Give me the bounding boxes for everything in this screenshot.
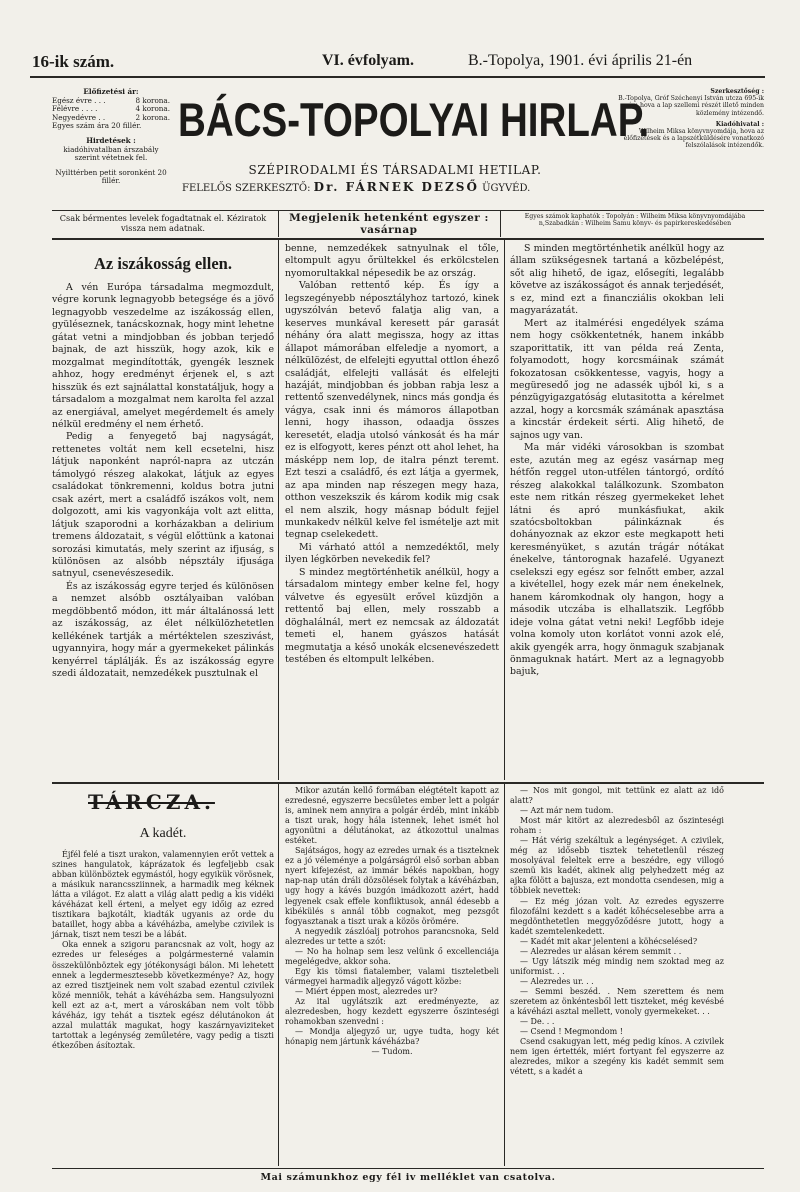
header-rule	[30, 76, 765, 78]
paragraph: Most már kitört az alezredesből az őszinteségi roham :	[510, 816, 724, 836]
publisher-text: Wilheim Miksa könyvnyomdája, hova az előfizetések és a lapszétküldésére vonatkozó felszólalások intézendők.	[623, 128, 764, 150]
paragraph: — De. . .	[520, 1017, 555, 1027]
notice-letters: Csak bérmentes levelek fogadtatnak el. Kéziratok vissza nem adatnak.	[59, 213, 267, 233]
feuilleton-title: A kadét.	[139, 826, 187, 841]
price-row: Negyedévre . . 2 korona.	[52, 112, 170, 122]
paragraph: Mikor azután kellő formában elégtételt kapott az ezredesné, egyszerre becsületes ember lett a polgár is, aminek nem annyira a polgár érdéb, mint inkább a tiszt urak, hogy hála istennek, lehet ismét hol agyonütni a délutánokat, az átkozottul unalmas estéket.	[285, 786, 499, 846]
notice-frequency: Megjelenik hetenként egyszer : vasárnap	[289, 212, 489, 236]
column-divider	[504, 784, 505, 1166]
editor-suffix: ÜGYVÉD.	[482, 183, 531, 194]
feuilleton-column-3	[510, 786, 724, 1077]
price-row: Egész évre . . . 8 korona.	[52, 95, 170, 105]
editorial-text: B.-Topolya, Gróf Széchenyi István utcza 695-ik szám hova a lap szellemi részét illető minden közlemény intézendő.	[618, 95, 764, 117]
paragraph: Mert az italmérési engedélyek száma nem hogy csökkentetnék, hanem inkább szaporittatik, itt van példa reá Zenta, folyamodott, hogy korcsmáinak számát fokozatosan csökkentesse, vagyis, hogy a megüresedő jog ne adassék ujból ki, s a pénzügyigazgatóság elutasitotta a kérelmet azzal, hogy a korcsmák számának apasztása a kincstár érdekeit sérti. Alig hihető, de sajnos ugy van.	[510, 317, 724, 441]
column-divider	[278, 784, 279, 1166]
paragraph: Mi várható attól a nemzedéktől, mely ilyen légkörben nevekedik fel?	[285, 541, 499, 566]
paragraph: — Kadét mit akar jelenteni a köhécselésed?	[520, 936, 698, 946]
notice-bottom-rule	[52, 238, 764, 240]
ads-text: kiadóhivatalban árszabály szerint vétetnek fel.	[63, 144, 159, 163]
paragraph: — Miért éppen most, alezredes ur?	[295, 986, 438, 996]
feuilleton-section-title: TÁRCZA.	[88, 790, 215, 814]
editor-line	[182, 180, 612, 194]
paragraph: Valóban rettentő kép. És így a legszegényebb néposztályhoz tartozó, kinek ugyszólván betevő falatja alig van, a keserves munkával keresett pár garasát néhány óra alatt megissza, hogy az ittas állapot mámorában elfeledje a nyomort, a nélkülözést, de elfelejti egyuttal ottlon éhező családját, elfelejti vallását és elfelejti hazáját, mindjobban és jobban rabja lesz a rettentő szenvedélynek, nincs más gondja és vágya, csak inni és mámoros állapotban lenni, hogy ihasson, odaadja összes keresetét, eladja utolsó vánkosát és ha már ez is elfogyott, keres pénzt ott ahol lehet, ha másképp nem lop, de italra pénzt teremt. Ezt teszi a családfő, és ezt látja a gyermek, az apa minden nap részegen megy haza, otthon veszekszik és károm kodik mig csak el nem alszik, hogy másnap bódult fejjel munkakedv nélkül kelve fel ismételje azt mit tegnap cselekedett.	[285, 280, 499, 541]
feuilleton-column-1	[52, 850, 274, 1051]
paragraph: — Semmi beszéd. . Nem szerettem és nem szeretem az önkéntesből lett tiszteket, még kevésbé a kávéházi asztal mellett, vonoly gyermekeket. . .	[510, 986, 724, 1017]
notice-top-rule	[52, 210, 764, 211]
paragraph: — Azt már nem tudom.	[520, 806, 614, 816]
editor-label: FELELŐS SZERKESZTŐ:	[182, 183, 311, 194]
paragraph: A negyedik zászlóalj potrohos parancsnoka, Seld alezredes ur tette a szót:	[285, 926, 499, 946]
column-divider	[278, 240, 279, 780]
paragraph: benne, nemzedékek satnyulnak el tőle, eltompult agyu őrültekkel és erkölcstelen nyomorultakkal népesedik be az ország.	[285, 243, 499, 279]
paragraph: — Mondja aljegyző ur, ugye tudta, hogy két hónapig nem jártunk kávéházba?	[285, 1027, 499, 1047]
article-title: Az iszákosság ellen.	[94, 254, 232, 273]
editorial-box	[612, 88, 764, 150]
paragraph: Éjfél felé a tiszt urakon, valamennyien erőt vettek a szines hangulatok, káprázatok és legfeljebb csak abban különböztek egymástól, hogy egyikük vörösnek, a másikuk narancssziinnek, a harmadik meg kéknek látta a világot. Ez alatt a világ alatt pedig a kis vidéki kávéházat kell érteni, a melyet egy időig az ezred tisztikara bajkotált, kiadták ugyanis az orde du bataillet, hogy abba a kávéházba, amelybe czivilek is járnak, tiszt nem teszi be a lábát.	[52, 850, 274, 940]
paragraph: — Ugy látszik még mindig nem szoktad meg az uniformist. . .	[510, 956, 724, 976]
paragraph: Pedig a fenyegető baj nagyságát, rettenetes voltát nem kell ecsetelni, hisz látjuk naponként napról-napra az utczán támolygó részeg alakokat, látjuk az egyes családokat tönkremenni, koldus botra jutni csak azért, mert a családfő iszákos volt, nem dolgozott, ami kis vagyonkája volt azt elitta, látjuk szaporodni a korházakban a delirium tremens áldozatait, s végül előttünk a katonai sorozási kimutatás, mely szerint az ifjuság, s különösen az alsóbb népsztály ifjusága satnyul, csenevészesedik.	[52, 431, 274, 580]
paragraph: Az ital ugylátszik azt eredményezte, az alezredesben, hogy kezdett egyszerre őszinteségi rohamokban szenvedni :	[285, 996, 499, 1027]
footer-rule	[52, 1168, 764, 1169]
paragraph: — Ez még józan volt. Az ezredes egyszerre filozofálni kezdett s a kadét kőhécselesebbe arra a megdönthetetlen meggyőződésre jutott, hogy a kadét szemtelenkedett.	[510, 896, 724, 936]
volume: VI. évfolyam.	[322, 52, 414, 69]
section-rule	[52, 782, 764, 784]
open-space-price: Nyilttérben petit soronként 20 fillér.	[55, 167, 167, 186]
paragraph: — Tudom.	[371, 1047, 413, 1057]
price-row: Félévre . . . . 4 korona.	[52, 104, 170, 114]
paragraph: Egy kis tömsi fiatalember, valami tiszteletbeli vármegyei harmadik aljegyző vágott közbe:	[285, 966, 499, 986]
feuilleton-column-2	[285, 786, 499, 1057]
notice-sales-points: Egyes számok kaphatók : Topolyán : Wilheim Miksa könyvnyomdájába n,Szabadkán : Wilheim Samu könyv- és papirkereskedésében	[524, 213, 746, 228]
paragraph: — No ha holnap sem lesz velünk ő excellenciája megelégedve, akkor soha.	[285, 946, 499, 966]
notice-divider	[278, 211, 279, 237]
paragraph: — Csend ! Megmondom !	[520, 1027, 623, 1037]
issue-number: 16-ik szám.	[32, 52, 115, 71]
editorial-title: Szerkesztőség :	[710, 88, 764, 95]
subscription-title: Előfizetési ár:	[83, 87, 139, 96]
paragraph: Oka ennek a szigoru parancsnak az volt, hogy az ezredes ur feleséges a polgármesterné valamin összekülönböztek egy jótékonysági bálon. Mi lehetett ennek a legdermesztesebb következménye? Az, hogy az ezred tisztjeinek nem volt szabad ezentul czivilek közé menniök, tehát a kávéházba sem. Hangsulyozni kell ezt az a-t, mert a városkában nem volt több kávéház, igy tehát a tisztek egész délutánokon át azzal mulatták magukat, hogy kaszárnyaviziteket tartottak a legénység zeműletére, vagy pedig a tiszti étkezőben ásítoztak.	[52, 940, 274, 1050]
issue-date: B.-Topolya, 1901. évi április 21-én	[468, 52, 693, 69]
notice-divider	[500, 211, 501, 237]
article-column-2	[285, 243, 499, 666]
column-divider	[504, 240, 505, 780]
masthead-title: BÁCS-TOPOLYAI HIRLAP.	[178, 93, 650, 146]
paragraph: — Nos mit gongol, mit tettünk ez alatt az idő alatt?	[510, 786, 724, 806]
paragraph: S minden megtörténhetik anélkül hogy az állam szükségesnek tartaná a közbelépést, sőt alig hihető, de igaz, elősegíti, legalább követve az iszákosságot és annak terjedését, s ez, mind ezt a financziális okokban leli magyarázatát.	[510, 243, 724, 317]
article-column-3	[510, 243, 724, 679]
paragraph: Sajátságos, hogy az ezredes urnak és a tiszteknek ez a jó véleménye a polgárságról első sorban abban nyert kifejezést, az immár békés napokban, hogy nap-nap után dráli dözsölések folytak a kávéházban, ugy hogy a kávés buzgón imádkozott azért, hadd legyenek csak effele konfliktusok, annál édesebb a kibékülés s annál több cognakot, meg pezsgőt fogyasztanak a tiszt urak a közös örömére.	[285, 846, 499, 926]
supplement-notice: Mai számunkhoz egy fél iv melléklet van csatolva.	[260, 1172, 556, 1183]
paragraph: — Alezredes ur alásan kérem semmit . .	[520, 946, 682, 956]
article-column-1	[52, 282, 274, 681]
paragraph: S mindez megtörténhetik anélkül, hogy a társadalom mintegy ember kelne fel, hogy válvetve és egyesült erővel küzdjön a rettentő baj ellen, mely rosszabb a döghalálnál, mert ez nemcsak az áldozatát temeti el, hanem gyászos hatását megmutatja a késő unokák elcsenevészedett testében és eltompult lelkében.	[285, 566, 499, 665]
editor-name: Dr. FÁRNEK DEZSŐ	[313, 180, 479, 194]
ads-title: Hirdetések :	[86, 135, 136, 145]
masthead-subtitle: SZÉPIRODALMI ÉS TÁRSADALMI HETILAP.	[248, 163, 542, 177]
paragraph: A vén Európa társadalma megmozdult, végre korunk legnagyobb betegsége és a jövő legnagyobb veszedelme az iszákosság ellen, gyüléseznek, tanácskoznak, hogy mint lehetne gátat vetni a mindjobban és jobban terjedő bajnak, de azt hisszük, hogy azok, kik e mozgalmat megindították, gyengék lesznek ahhoz, hogy eredményt érjenek el, s azt hisszük és ezt sajnálattal konstatáljuk, hogy a társadalom a mozgalmat nem karolta fel azzal az energiával, amelyet megérdemelt és amely nélkül eredmény el nem érhető.	[52, 282, 274, 430]
paragraph: És az iszákosság egyre terjed és különösen a nemzet alsóbb osztályaiban valóban megdöbbentő módon, itt már általánossá lett az iszákosság, az élet nélkülözhetetlen kellékének tartják a mértéktelen szeszivást, ugyannyira, hogy már a gyermekeket pálinkás kenyérrel táplálják. És az iszákosság egyre szedi áldozatait, nemzedékek pusztulnak el	[52, 580, 274, 680]
subscription-box	[52, 88, 170, 186]
paragraph: — Hát vérig szekáltuk a legénységet. A czivilek, még az idősebb tisztek tehetetlenül részeg mosolyával feleltek erre a beszédre, egy villogó szemü kis kadét, akinek alig pelyhedzett még az ajka fölött a bajusza, ezt mondotta csendesen, mig a többiek nevettek:	[510, 836, 724, 896]
paragraph: Csend csakugyan lett, még pedig kínos. A czivilek nem igen értették, miért fortyant fel egyszerre az alezredes, mikor a szegény kis kadét semmit sem vétett, s a kadét a	[510, 1037, 724, 1077]
paragraph: — Alezredes ur. . .	[520, 976, 594, 986]
paragraph: Ma már vidéki városokban is szombat este, azután meg az egész vasárnap meg hétfőn reggel uton-utfélen tántorgó, ordító részeg alakokkal találkozunk. Szombaton este nem ritkán részeg gyermekeket lehet látni és apró munkásfiukat, akik szatócsboltokban pálinkáznak és dohányoznak az ekzor este megkapott heti keresményüket, s azután trágár nótákat énekelve, tántorognak hazafelé. Ugyanezt cselekszi egy egész sor felnőtt ember, azzal a kivétellel, hogy ezek már nem énekelnek, hanem káromkodnak oly hangon, hogy a második utczába is elhallatszik. Legfőbb ideje volna gátat vetni neki! Legfőbb ideje volna komoly uton korlátot vonni azok elé, akik gyengék arra, hogy önmaguk szabjanak önmaguknak határt. Mert az a legnagyobb bajuk,	[510, 442, 724, 678]
publisher-title: Kiadóhivatal :	[715, 120, 764, 128]
single-issue-price: Egyes szám ára 20 fillér.	[52, 121, 142, 131]
